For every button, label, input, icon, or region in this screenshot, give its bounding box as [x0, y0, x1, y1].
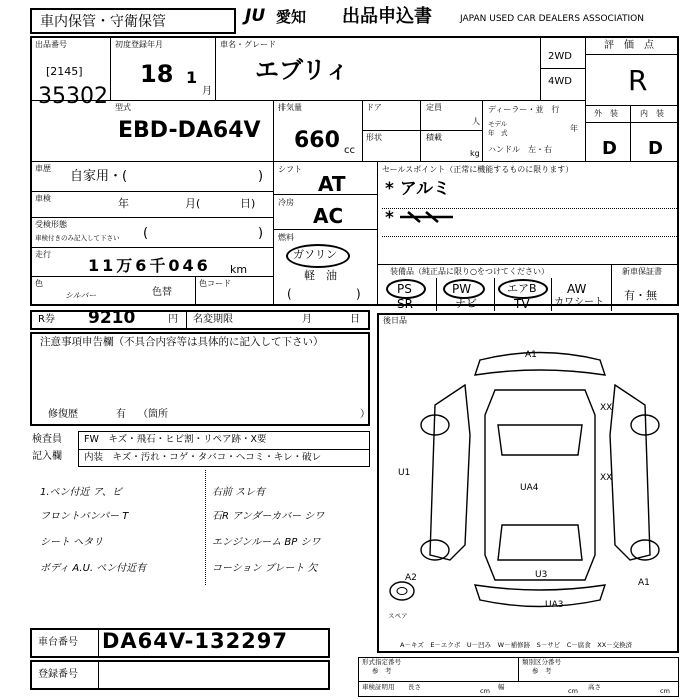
registration-month-unit: 月	[202, 86, 212, 97]
car-diagram	[398, 345, 670, 615]
inspector-label2: 記入欄	[32, 451, 62, 462]
aircon-value: AC	[313, 204, 344, 228]
logo-text: JU	[245, 6, 266, 26]
car-name-value: エブリィ	[255, 56, 350, 84]
history-close: )	[258, 169, 264, 184]
inspection-month: 月(	[185, 197, 201, 210]
fuel-close: )	[356, 287, 361, 301]
spare-label: スペア	[388, 612, 408, 620]
doors-label: ドア	[366, 103, 382, 112]
drive-2wd: 2WD	[548, 51, 572, 62]
mileage-unit: km	[230, 263, 248, 276]
inspector-row1: FW キズ・飛石・ヒビ割・リペア跡・X要	[84, 434, 267, 445]
equipment-label: 装備品（純正品に限り○をつけてください）	[390, 267, 549, 276]
class-spec-sub: 参 考	[532, 667, 552, 675]
warranty-value: 有・無	[624, 289, 657, 302]
shape-label: 形状	[366, 133, 382, 142]
width-label: 幅	[498, 683, 505, 691]
association-name: JAPAN USED CAR DEALERS ASSOCIATION	[460, 14, 644, 24]
registration-year: 18	[140, 60, 174, 88]
storage-label-box	[30, 8, 236, 34]
displacement-value: 660	[294, 128, 340, 153]
capacity-unit: 人	[472, 117, 480, 126]
acceptance-note: 車検付きのみ記入して下さい	[35, 234, 120, 242]
note-8: コーション プレート 欠	[212, 563, 318, 574]
height-unit: cm	[660, 687, 670, 695]
interior-grade: D	[648, 138, 663, 159]
load-label: 積載	[426, 133, 442, 142]
inspection-day: 日)	[240, 197, 256, 210]
dealer-year-unit: 年	[570, 124, 578, 133]
sales-point-label: セールスポイント（正常に機能するものに限ります）	[382, 165, 574, 174]
car-name-label: 車名・グレード	[220, 40, 276, 49]
interior-label: 内 装	[640, 109, 664, 118]
mark-a1-right: A1	[638, 578, 650, 588]
fuel-selected: ガソリン	[293, 248, 337, 261]
vehicle-cert-label: 車検証明用	[362, 683, 395, 691]
model-value: EBD-DA64V	[118, 118, 261, 143]
dealer-line1: ディーラー・並 行	[488, 105, 560, 114]
exterior-grade: D	[602, 138, 617, 159]
note-7: エンジンルーム BP シワ	[212, 537, 321, 548]
sales-point-line2: *	[385, 208, 394, 228]
capacity-label: 定員	[426, 103, 442, 112]
recycle-unit: 円	[168, 314, 178, 325]
note-3: シート ヘタリ	[40, 537, 104, 548]
length-unit: cm	[480, 687, 490, 695]
mark-xx-top: XX	[600, 403, 613, 413]
mark-ua4: UA4	[520, 483, 539, 493]
equip-navi: ナビ	[455, 297, 477, 310]
damage-legend: A－キズ E－エクボ U－凹み W－補修跡 S－サビ C－腐食 XX－交換済	[400, 641, 633, 649]
mark-u1: U1	[398, 468, 411, 478]
load-unit: kg	[470, 149, 480, 158]
recycle-label: R券	[38, 314, 55, 325]
class-spec-label: 類別区分番号	[522, 658, 561, 666]
registration-month: 1	[186, 68, 198, 87]
height-label: 高さ	[588, 683, 601, 691]
mark-xx-right: XX	[600, 473, 613, 483]
lot-bracket: [2145]	[46, 65, 83, 78]
repair-value: 有	[116, 409, 126, 420]
mileage-label: 走行	[35, 250, 51, 259]
mark-ua3: UA3	[545, 600, 564, 610]
inspector-row2: 内装 キズ・汚れ・コゲ・タバコ・ヘコミ・キレ・破レ	[84, 452, 322, 463]
equip-ps: PS	[397, 282, 412, 296]
shift-value: AT	[318, 172, 346, 196]
equip-aw: AW	[567, 282, 587, 296]
mark-u3: U3	[535, 570, 548, 580]
mark-a1-top: A1	[525, 350, 537, 360]
sales-point-strike	[398, 210, 458, 224]
reg-number-label: 登録番号	[38, 669, 78, 680]
equip-leather: カワシート	[554, 297, 604, 308]
warranty-label: 新車保証書	[622, 267, 662, 276]
repair-label: 修復歴	[48, 409, 78, 420]
color-value: シルバー	[65, 291, 97, 300]
length-label: 長さ	[408, 683, 421, 691]
color-code-label: 色コード	[199, 279, 231, 288]
drive-4wd: 4WD	[548, 76, 572, 87]
form-spec-sub: 参 考	[372, 667, 392, 675]
model-label: 型式	[115, 103, 131, 112]
form-spec-label: 形式指定番号	[362, 658, 401, 666]
name-change-day: 日	[350, 314, 360, 325]
recycle-value: 9210	[88, 308, 136, 328]
fuel-diesel: 軽 油	[304, 269, 337, 282]
sales-point-line1: * アルミ	[385, 179, 451, 199]
note-4: ボディ A.U. ペン付近有	[40, 563, 147, 574]
color-change-label: 色替	[152, 287, 172, 298]
mileage-value: 11万6千046	[88, 256, 211, 275]
chassis-value: DA64V-132297	[102, 629, 289, 653]
note-5: 右前 スレ有	[212, 487, 266, 498]
acceptance-close: )	[258, 226, 264, 241]
displacement-label: 排気量	[278, 103, 302, 112]
grade-value: R	[628, 64, 648, 97]
color-label: 色	[35, 279, 43, 288]
lot-number: 35302	[38, 84, 108, 109]
history-label: 車歴	[35, 164, 51, 173]
registration-label: 初度登録年月	[115, 40, 163, 49]
spare-tire-icon	[388, 580, 416, 602]
grade-label: 評 価 点	[604, 40, 654, 51]
width-unit: cm	[568, 687, 578, 695]
form-title: 出品申込書	[342, 6, 432, 27]
aircon-label: 冷房	[278, 198, 294, 207]
chassis-label: 車台番号	[38, 637, 78, 648]
lot-label: 出品番号	[35, 40, 67, 49]
dealer-year: 年 式	[488, 129, 508, 137]
inspection-year: 年	[118, 197, 129, 210]
exterior-label: 外 装	[594, 109, 618, 118]
diagram-label: 後日品	[383, 316, 407, 325]
inspection-label: 車検	[35, 194, 51, 203]
displacement-unit: cc	[344, 145, 355, 156]
note-1: 1.ペン付近 ア、ビ	[40, 487, 122, 498]
repair-open: （箇所	[138, 409, 168, 420]
storage-label: 車内保管・守衛保管	[40, 14, 166, 30]
mark-a2: A2	[405, 573, 417, 583]
inspector-label1: 検査員	[32, 434, 62, 445]
equip-sr: SR	[397, 297, 413, 311]
equip-tv: TV	[514, 297, 530, 311]
repair-close: ）	[360, 409, 370, 420]
acceptance-label: 受検形態	[35, 220, 67, 229]
equip-pw: PW	[452, 282, 472, 296]
equip-airbag: エアB	[507, 282, 537, 295]
note-6: 石R アンダーカバー シワ	[212, 511, 325, 522]
name-change-month: 月	[302, 314, 312, 325]
note-2: フロントバンパー T	[40, 511, 129, 522]
name-change-label: 名変期限	[193, 314, 233, 325]
shift-label: シフト	[278, 165, 302, 174]
fuel-label: 燃料	[278, 233, 294, 242]
org-name: 愛知	[276, 8, 307, 26]
attention-label: 注意事項申告欄（不具合内容等は具体的に記入して下さい）	[40, 336, 324, 348]
dealer-model: モデル	[488, 120, 508, 128]
acceptance-open: (	[143, 226, 149, 241]
history-value: 自家用・(	[70, 169, 128, 184]
fuel-open: (	[287, 287, 292, 301]
handle-side: ハンドル 左・右	[488, 145, 552, 154]
